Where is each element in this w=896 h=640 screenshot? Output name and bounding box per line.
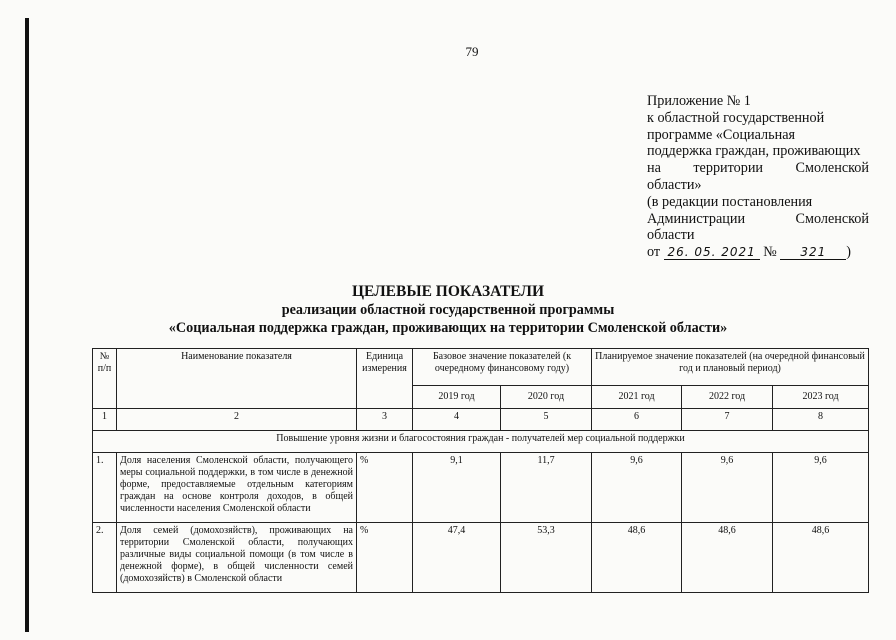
appendix-word: Смоленской [795, 160, 869, 177]
indicator-name: Доля населения Смоленской области, получающего меры социальной поддержки, в том числе в денежной форме, предоставляемые отдельным категориям граждан на основе контроля доходов, в общей численности населения Смоленской области [117, 453, 357, 523]
document-title [0, 283, 896, 337]
appendix-line [647, 160, 869, 177]
page-number: 79 [465, 44, 479, 59]
appendix-line: (в редакции постановления [647, 193, 813, 210]
appendix-line: поддержка граждан, проживающих [647, 143, 861, 160]
number-prefix: № [763, 244, 777, 261]
title-line: «Социальная поддержка граждан, проживающих на территории Смоленской области» [168, 320, 728, 336]
handwritten-date: 26. 05. 2021 [664, 245, 760, 260]
column-number: 1 [93, 409, 117, 431]
header-num: № п/п [93, 349, 117, 409]
value-2020: 11,7 [501, 453, 592, 523]
indicator-name: Доля семей (домохозяйств), проживающих на территории Смоленской области, получающих различные виды социальной помощи (в том числе в денежной форме), в общей численности семей (домохозяйств) в Смоленской области [117, 523, 357, 593]
header-year: 2021 год [592, 386, 682, 409]
value-2023: 48,6 [773, 523, 869, 593]
value-2021: 48,6 [592, 523, 682, 593]
indicator-unit: % [357, 523, 413, 593]
appendix-line: программе «Социальная [647, 126, 796, 143]
table-row [93, 523, 869, 593]
value-2022: 48,6 [682, 523, 773, 593]
column-number: 6 [592, 409, 682, 431]
column-number: 8 [773, 409, 869, 431]
column-number: 7 [682, 409, 773, 431]
header-year: 2022 год [682, 386, 773, 409]
handwritten-number: 321 [780, 245, 846, 260]
section-row [93, 431, 869, 453]
header-name: Наименование показателя [117, 349, 357, 409]
appendix-word: Администрации [647, 210, 746, 227]
appendix-word: на [647, 160, 661, 177]
column-number: 3 [357, 409, 413, 431]
closing-paren: ) [846, 244, 852, 261]
appendix-note [647, 93, 869, 261]
appendix-word: Смоленской [795, 210, 869, 227]
value-2021: 9,6 [592, 453, 682, 523]
value-2019: 47,4 [413, 523, 501, 593]
column-number: 5 [501, 409, 592, 431]
header-year: 2019 год [413, 386, 501, 409]
value-2020: 53,3 [501, 523, 592, 593]
header-plan: Планируемое значение показателей (на очередной финансовый год и плановый период) [592, 349, 869, 386]
appendix-line: области» [647, 176, 702, 193]
section-title: Повышение уровня жизни и благосостояния граждан - получателей мер социальной поддержки [93, 431, 869, 453]
appendix-line: к областной государственной [647, 109, 825, 126]
value-2022: 9,6 [682, 453, 773, 523]
appendix-line [647, 211, 869, 228]
table-header-row [93, 349, 869, 386]
column-number: 4 [413, 409, 501, 431]
column-number: 2 [117, 409, 357, 431]
date-prefix: от [647, 244, 661, 261]
appendix-line: области [647, 227, 695, 244]
appendix-date-line [647, 244, 869, 261]
header-year: 2020 год [501, 386, 592, 409]
table-row [93, 453, 869, 523]
indicators-table [92, 348, 869, 593]
appendix-word: территории [693, 160, 764, 177]
row-number: 2. [93, 523, 117, 593]
value-2019: 9,1 [413, 453, 501, 523]
title-line: реализации областной государственной программы [281, 302, 615, 318]
header-year: 2023 год [773, 386, 869, 409]
header-base: Базовое значение показателей (к очередному финансовому году) [413, 349, 592, 386]
value-2023: 9,6 [773, 453, 869, 523]
appendix-line: Приложение № 1 [647, 93, 751, 109]
row-number: 1. [93, 453, 117, 523]
header-unit: Единица измерения [357, 349, 413, 409]
title-line: ЦЕЛЕВЫЕ ПОКАЗАТЕЛИ [351, 283, 545, 300]
column-number-row [93, 409, 869, 431]
indicator-unit: % [357, 453, 413, 523]
